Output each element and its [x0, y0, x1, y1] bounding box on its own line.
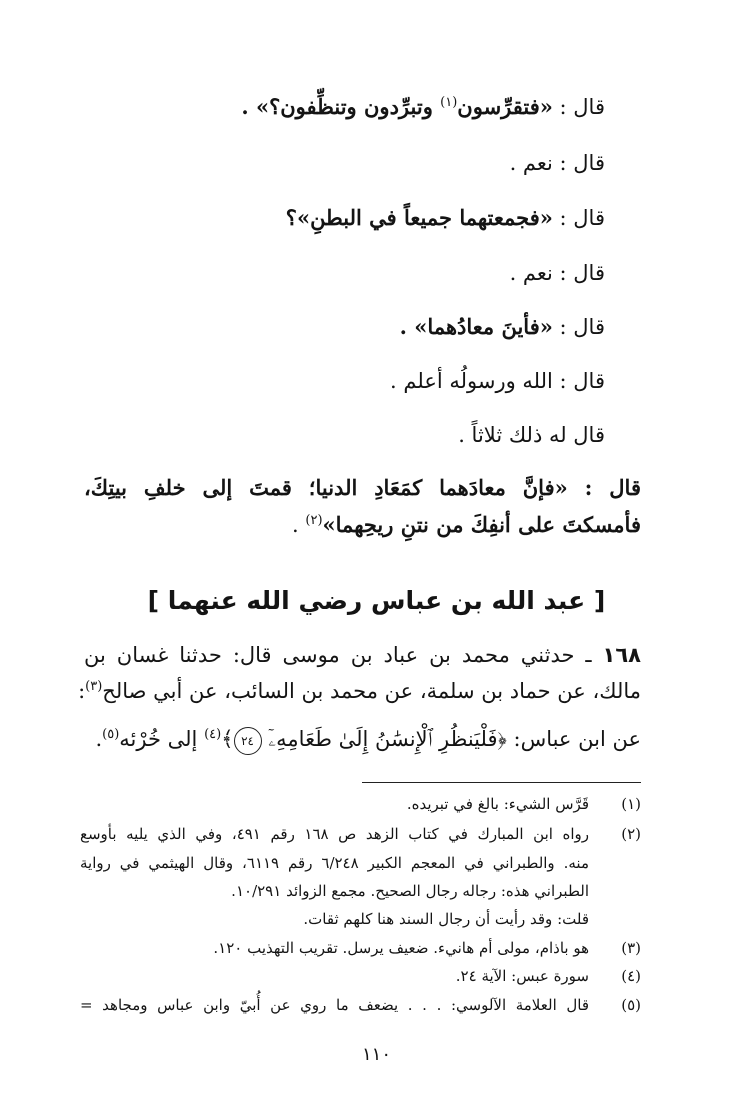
dialogue-text: «فأينَ معادُهما» .	[399, 314, 553, 339]
section-heading: [ عبد الله بن عباس رضي الله عنهما ]	[147, 586, 606, 615]
dialogue-text: نعم .	[509, 261, 553, 285]
final-para-line-1: قال : «فإنَّ معادَهما كمَعَادِ الدنيا؛ قمتَ إلى خلفِ بيتِكَ،	[84, 475, 641, 500]
footnote-text: سورة عبس: الآية ٢٤.	[455, 967, 589, 985]
footnote-text: قلت: وقد رأيت أن رجال السند هنا كلهم ثقات.	[303, 910, 589, 928]
dialogue-line-4	[70, 258, 605, 288]
page-number: ١١٠	[361, 1044, 391, 1065]
speaker-label: قال :	[552, 95, 605, 119]
speaker-label: قال :	[552, 151, 605, 175]
final-para-text: فأمسكتَ على أنفِكَ من نتنِ ريحِهما»	[322, 512, 641, 537]
dialogue-line-3	[70, 203, 605, 233]
speaker-label: قال :	[552, 369, 605, 393]
dialogue-line-2	[70, 148, 605, 178]
quran-bracket: ﴾	[221, 727, 234, 751]
hadith-text: .	[95, 727, 103, 751]
hadith-number: ١٦٨	[602, 643, 641, 667]
footnote-text: الطبراني هذه: رجاله رجال الصحيح. مجمع الزوائد ١٠/٢٩١.	[231, 882, 589, 900]
dialogue-text: وتبرِّدون وتنظِّفون؟» .	[241, 94, 441, 119]
footnote-text: رواه ابن المبارك في كتاب الزهد ص ١٦٨ رقم ٤٩١، وفي الذي يليه بأوسع	[80, 825, 590, 843]
hadith-text: مالك، عن حماد بن سلمة، عن محمد بن السائب، عن أبي صالح	[102, 679, 641, 703]
hadith-text: ـ حدثني محمد بن عباد بن موسى قال: حدثنا غسان بن	[84, 643, 603, 667]
final-para-end: .	[292, 513, 306, 537]
footnote-mark: (٣)	[621, 939, 641, 957]
dialogue-line-5	[70, 312, 605, 342]
hadith-line-3	[70, 724, 641, 755]
footnote-ref[interactable]: (١)	[440, 95, 458, 110]
hadith-text: :	[78, 679, 86, 703]
dialogue-text: الله ورسولُه أعلم .	[390, 369, 553, 393]
dialogue-text: «فجمعتهما جميعاً في البطنِ»؟	[285, 205, 553, 230]
ayah-number-medallion: ٢٤	[234, 727, 262, 755]
footnote-ref[interactable]: (٥)	[102, 727, 120, 742]
hadith-line-2	[70, 676, 641, 706]
dialogue-text: قال له ذلك ثلاثاً .	[458, 423, 605, 447]
footnote-mark: (٥)	[621, 996, 641, 1014]
dialogue-text: «فتقرِّسون	[457, 94, 553, 119]
footnote-ref[interactable]: (٣)	[85, 679, 103, 694]
footnote-text: هو باذام، مولى أم هانيء. ضعيف يرسل. تقريب التهذيب ١٢٠.	[213, 939, 589, 957]
footnote-text: قَرَّس الشيء: بالغ في تبريده.	[406, 795, 589, 813]
footnote-ref[interactable]: (٤)	[204, 727, 222, 742]
dialogue-text: نعم .	[509, 151, 553, 175]
speaker-label: قال :	[552, 261, 605, 285]
footnote-mark: (٢)	[621, 825, 641, 843]
dialogue-line-7	[70, 420, 605, 450]
footnote-mark: (٤)	[621, 967, 641, 985]
final-para-line-2	[70, 510, 641, 540]
footnote-mark: (١)	[621, 795, 641, 813]
footnote-text: منه. والطبراني في المعجم الكبير ٦/٢٤٨ رقم ٦١١٩، وقال الهيثمي في رواية	[80, 854, 589, 872]
speaker-label: قال :	[552, 206, 605, 230]
dialogue-line-1	[70, 92, 605, 122]
quran-verse: عن ابن عباس: ﴿فَلْيَنظُرِ ٱلْإِنسَٰنُ إِلَىٰ طَعَامِهِۦٓ	[261, 727, 641, 751]
footnote-text: قال العلامة الآلوسي: . . . يضعف ما روي عن أُبيّ وابن عباس ومجاهد =	[80, 996, 589, 1014]
footnote-separator	[362, 782, 641, 783]
hadith-line-1	[84, 640, 641, 670]
speaker-label: قال :	[552, 315, 605, 339]
hadith-text: إلى خُرْئه	[119, 727, 205, 751]
dialogue-line-6	[70, 366, 605, 396]
footnote-ref[interactable]: (٢)	[305, 513, 323, 528]
